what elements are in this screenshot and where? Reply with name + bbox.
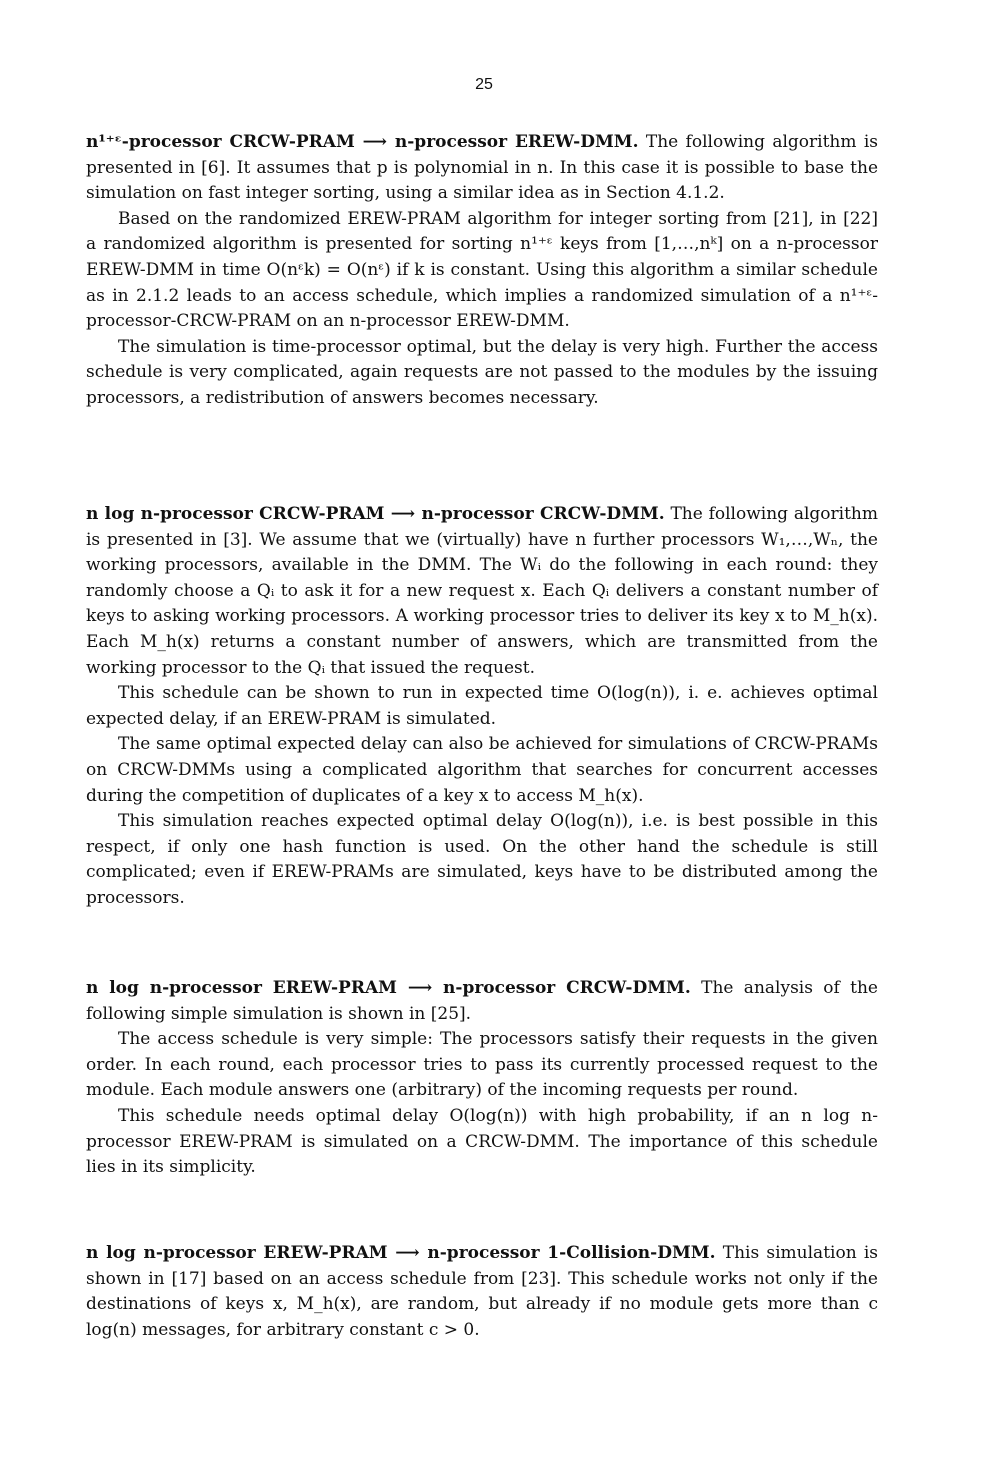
section-nlogn-crcw-pram-to-crcw-dmm xyxy=(86,502,878,912)
paragraph: The same optimal expected delay can also be achieved for simulations of CRCW-PRAMs on CRCW-DMMs using a complicated algorithm that searches for concurrent accesses during the competition of duplicates of a key x to access M_h(x). xyxy=(86,734,878,806)
section-nlogn-erew-pram-to-1-collision-dmm xyxy=(86,1241,878,1343)
section-lead-paragraph xyxy=(86,502,878,681)
page-number: 25 xyxy=(475,76,493,93)
section-heading: n log n-processor EREW-PRAM ⟶ n-processor CRCW-DMM. xyxy=(86,978,691,998)
section-lead-text: The analysis of the following simple simulation is shown in [25]. xyxy=(86,978,878,1024)
section-heading: n¹⁺ᵋ-processor CRCW-PRAM ⟶ n-processor EREW-DMM. xyxy=(86,132,639,152)
paragraph: The simulation is time-processor optimal, but the delay is very high. Further the access schedule is very complicated, again requests are not passed to the modules by the issuing processors, a redistribution of answers becomes necessary. xyxy=(86,336,878,408)
paragraph: Based on the randomized EREW-PRAM algorithm for integer sorting from [21], in [22] a randomized algorithm is presented for sorting n¹⁺ᵋ keys from [1,…,nᵏ] on a n-processor EREW-DMM in time O(nᵋk) = O(nᵋ) if k is constant. Using this algorithm a similar schedule as in 2.1.2 leads to an access schedule, which implies a randomized simulation of a n¹⁺ᵋ-processor-CRCW-PRAM on an n-processor EREW-DMM. xyxy=(86,208,878,332)
section-crcw-pram-to-erew-dmm xyxy=(86,130,878,412)
paragraph: This simulation reaches expected optimal delay O(log(n)), i.e. is best possible in this respect, if only one hash function is used. On the other hand the schedule is still complicated; even if EREW-PRAMs are simulated, keys have to be distributed among the processors. xyxy=(86,811,878,908)
paragraph: This schedule can be shown to run in expected time O(log(n)), i. e. achieves optimal expected delay, if an EREW-PRAM is simulated. xyxy=(86,683,878,729)
section-lead-text: This simulation is shown in [17] based on an access schedule from [23]. This schedule works not only if the destinations of keys x, M_h(x), are random, but already if no module gets more than c log(n) messages, for arbitrary constant c > 0. xyxy=(86,1243,879,1340)
section-heading: n log n-processor EREW-PRAM ⟶ n-processor 1-Collision-DMM. xyxy=(86,1243,716,1263)
section-lead-paragraph xyxy=(86,976,878,1027)
section-lead-text: The following algorithm is presented in [3]. We assume that we (virtually) have n further processors W₁,…,Wₙ, the working processors, available in the DMM. The Wᵢ do the following in each round: they randomly choose a Qᵢ to ask it for a new request x. Each Qᵢ delivers a constant number of keys to asking working processors. A working processor tries to deliver its key x to M_h(x). Each M_h(x) returns a constant number of answers, which are transmitted from the working processor to the Qᵢ that issued the request. xyxy=(86,504,878,678)
paragraph: The access schedule is very simple: The processors satisfy their requests in the given order. In each round, each processor tries to pass its currently processed request to the module. Each module answers one (arbitrary) of the incoming requests per round. xyxy=(86,1029,878,1101)
section-lead-paragraph xyxy=(86,1241,878,1343)
paragraph: This schedule needs optimal delay O(log(n)) with high probability, if an n log n-processor EREW-PRAM is simulated on a CRCW-DMM. The importance of this schedule lies in its simplicity. xyxy=(86,1105,878,1178)
section-lead-text: The following algorithm is presented in [6]. It assumes that p is polynomial in n. In this case it is possible to base the simulation on fast integer sorting, using a similar idea as in Section 4.1.2. xyxy=(86,132,879,204)
section-heading: n log n-processor CRCW-PRAM ⟶ n-processor CRCW-DMM. xyxy=(86,504,665,524)
section-lead-paragraph xyxy=(86,130,878,207)
section-nlogn-erew-pram-to-crcw-dmm xyxy=(86,976,878,1181)
